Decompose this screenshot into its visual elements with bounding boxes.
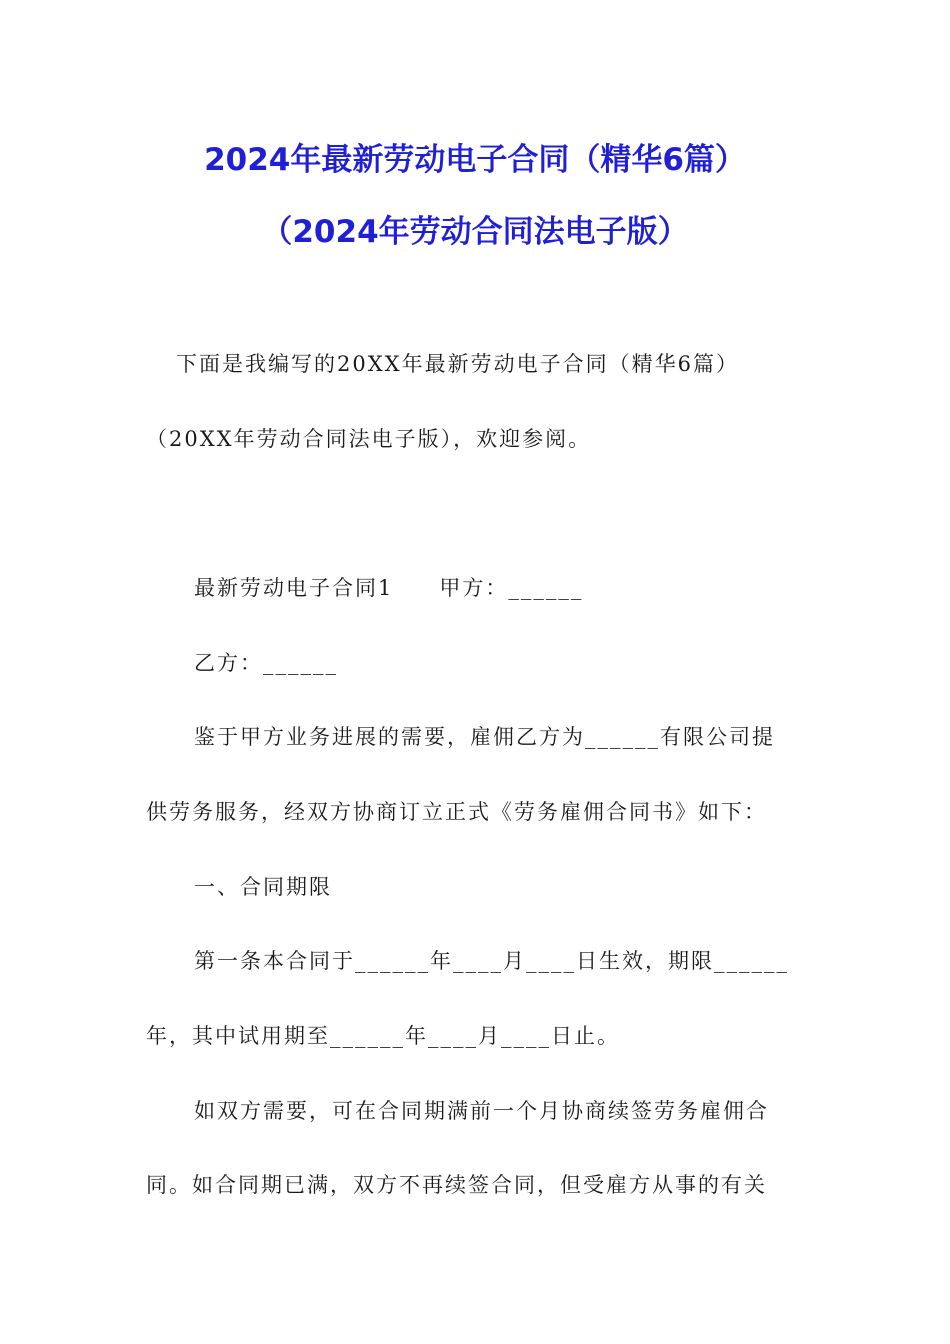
paragraph-line: 供劳务服务，经双方协商订立正式《劳务雇佣合同书》如下：: [146, 800, 767, 824]
document-subtitle: （2024年劳动合同法电子版）: [261, 214, 689, 250]
paragraph-line: 第一条本合同于______年____月____日生效，期限______: [194, 949, 789, 973]
intro-line-2: （20XX年劳动合同法电子版），欢迎参阅。: [146, 427, 592, 451]
section-heading: 一、合同期限: [194, 875, 332, 899]
document-title: 2024年最新劳动电子合同（精华6篇）: [204, 142, 746, 178]
contract-heading-party-a: 最新劳动电子合同1 甲方：______: [194, 576, 584, 600]
paragraph-line: 鉴于甲方业务进展的需要，雇佣乙方为______有限公司提: [194, 725, 775, 749]
paragraph-line: 年，其中试用期至______年____月____日止。: [146, 1024, 620, 1048]
paragraph-line: 同。如合同期已满，双方不再续签合同，但受雇方从事的有关: [146, 1173, 767, 1197]
intro-line-1: 下面是我编写的20XX年最新劳动电子合同（精华6篇）: [176, 352, 739, 376]
paragraph-line: 如双方需要，可在合同期满前一个月协商续签劳务雇佣合: [194, 1099, 769, 1123]
party-b-line: 乙方：______: [194, 651, 338, 675]
